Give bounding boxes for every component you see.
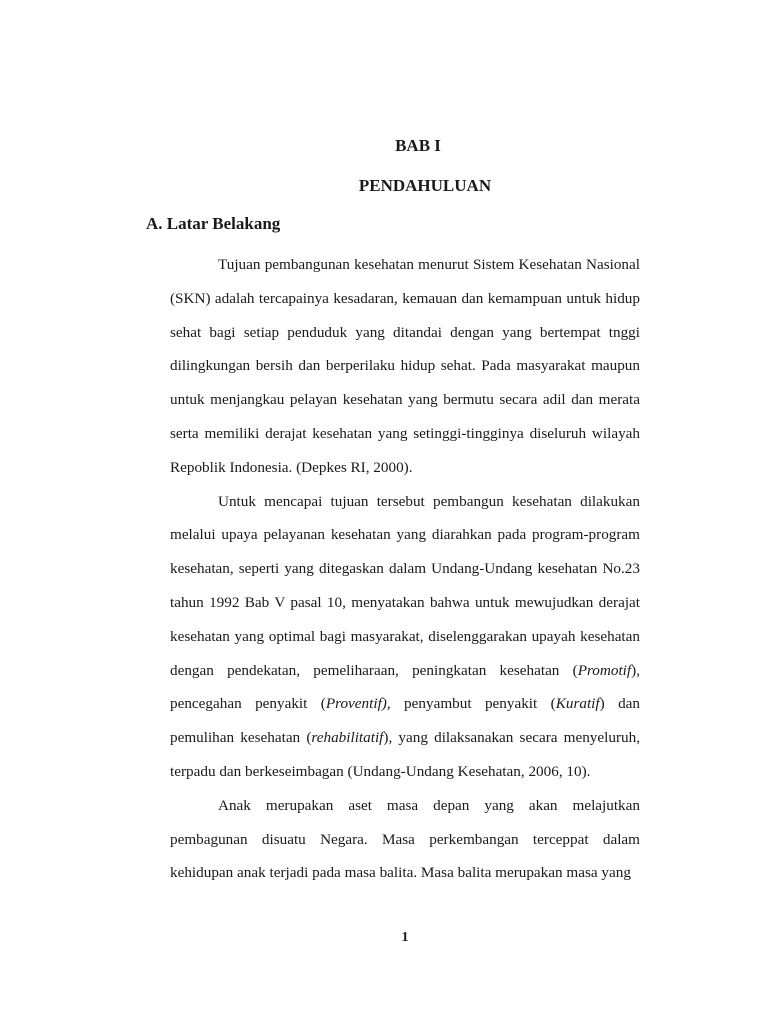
term-proventif: Proventif), — [325, 695, 391, 713]
paragraph-2-text-d: ) dan pemulihan kesehatan ( — [170, 695, 640, 747]
paragraph-2-text-e: ), yang dilaksanakan secara menyeluruh, terpadu dan berkeseimbagan (Undang-Undang Kesehatan, 2006, 10). — [170, 729, 640, 780]
term-rehabilitatif: rehabilitatif — [311, 729, 384, 747]
paragraph-2-text-b: ), pencegahan penyakit ( — [170, 661, 640, 713]
paragraph-3: Anak merupakan aset masa depan yang akan melajutkan pembagunan disuatu Negara. Masa perkembangan terceppat dalam kehidupan anak terjadi pada masa balita. Masa balita merupakan masa yang — [170, 796, 640, 882]
page-number: 1 — [401, 930, 409, 945]
paragraph-1: Tujuan pembangunan kesehatan menurut Sistem Kesehatan Nasional (SKN) adalah tercapainya kesadaran, kemauan dan kemampuan untuk hidup sehat bagi setiap penduduk yang ditandai dengan yang bertempat tnggi dilingkungan bersih dan berperilaku hidup sehat. Pada masyarakat maupun untuk menjangkau pelayan kesehatan yang bermutu secara adil dan merata serta memiliki derajat kesehatan yang setinggi-tingginya diseluruh wilayah Repoblik Indonesia. (Depkes RI, 2000). — [170, 256, 640, 476]
paragraph-2-text-c: penyambut penyakit ( — [390, 695, 556, 713]
paragraph-2-text-a: Untuk mencapai tujuan tersebut pembangun kesehatan dilakukan melalui upaya pelayanan kesehatan yang diarahkan pada program-program kesehatan, seperti yang ditegaskan dalam Undang-Undang kesehatan No.23 tahun 1992 Bab V pasal 10, menyatakan bahwa untuk mewujudkan derajat kesehatan yang optimal bagi masyarakat, diselenggarakan upayah kesehatan dengan pendekatan, pemeliharaan, peningkatan kesehatan ( — [170, 492, 640, 679]
chapter-number: BAB I — [395, 136, 441, 155]
body-text — [170, 248, 640, 890]
section-heading: A. Latar Belakang — [146, 214, 281, 233]
term-promotif: Promotif — [577, 661, 632, 679]
chapter-title: PENDAHULUAN — [358, 176, 492, 195]
term-kuratif: Kuratif — [555, 695, 600, 713]
paragraph-2 — [170, 485, 640, 789]
